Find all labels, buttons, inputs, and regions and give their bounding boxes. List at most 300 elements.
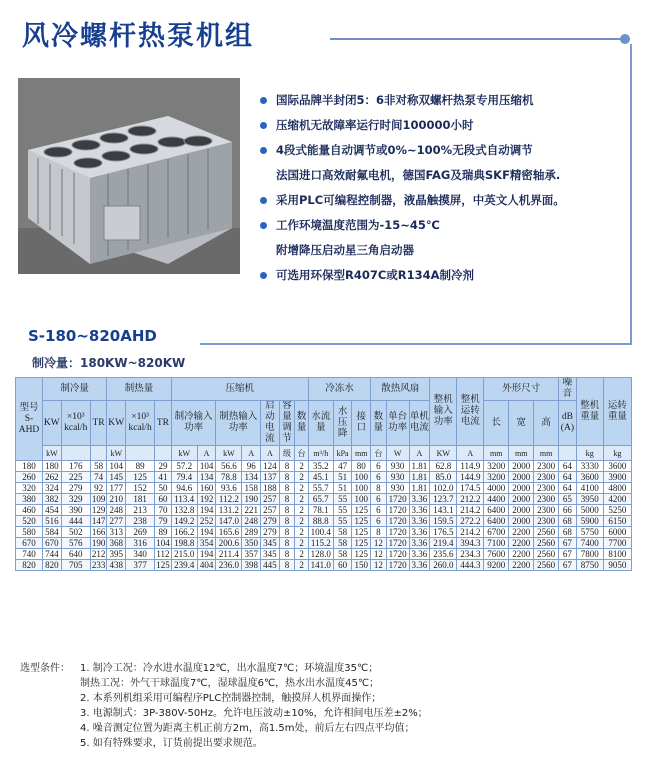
table-cell: 3.36 xyxy=(409,527,430,538)
table-cell: 2200 xyxy=(509,560,534,571)
bullet-icon xyxy=(260,272,267,279)
table-cell: 180 xyxy=(16,461,43,472)
table-row xyxy=(16,527,632,538)
table-cell: 584 xyxy=(43,527,62,538)
unit-cell: kW xyxy=(171,446,197,461)
table-cell: 7800 xyxy=(576,549,603,560)
table-cell: 2 xyxy=(295,560,309,571)
table-cell: 113.4 xyxy=(171,494,197,505)
table-cell: 212 xyxy=(91,549,106,559)
table-cell: 2 xyxy=(295,461,309,472)
col-header-height: 高 xyxy=(534,401,559,446)
table-cell: 6 xyxy=(371,516,387,527)
table-cell: 445 xyxy=(261,560,280,571)
table-cell: 131.2 xyxy=(216,505,242,516)
table-cell: 147.0 xyxy=(216,516,242,527)
col-header-unit-power: 整机输入功率 xyxy=(430,378,457,446)
table-cell: 200.6 xyxy=(216,538,242,549)
table-cell: 6 xyxy=(371,461,387,472)
table-cell: 7600 xyxy=(484,549,509,560)
table-cell: 3.36 xyxy=(409,560,430,571)
table-cell: 67 xyxy=(559,538,577,549)
table-cell: 214.2 xyxy=(457,527,484,538)
table-cell: 1.81 xyxy=(409,461,430,472)
table-cell: 180 xyxy=(43,461,62,472)
col-header-water-flow: 水流量 xyxy=(308,401,333,446)
table-cell: 50 xyxy=(155,483,172,494)
table-cell: 100.4 xyxy=(308,527,333,538)
table-cell: 3200 xyxy=(484,461,509,472)
table-cell: 8 xyxy=(279,560,295,571)
note-line: 2. 本系列机组采用可编程序PLC控制器控制，触摸屏人机界面操作； xyxy=(80,693,382,704)
table-cell: 248 xyxy=(107,505,126,516)
table-cell: 92 xyxy=(90,483,107,494)
table-cell: 4800 xyxy=(603,483,631,494)
col-header-tr: TR xyxy=(90,401,107,446)
table-cell: 174.5 xyxy=(457,483,484,494)
table-cell: 115.2 xyxy=(308,538,333,549)
table-cell: 8750 xyxy=(576,560,603,571)
table-cell: 252 xyxy=(197,516,216,527)
table-cell: 357 xyxy=(242,549,261,560)
table-cell: 398 xyxy=(242,560,261,571)
table-cell: 9050 xyxy=(603,560,631,571)
table-cell: 354 xyxy=(197,538,216,549)
table-cell: 125 xyxy=(126,472,155,483)
frame-horizontal-line xyxy=(200,343,632,345)
table-cell: 129 xyxy=(91,505,106,515)
table-cell: 78.1 xyxy=(308,505,333,516)
col-header-heating-power: 制热输入功率 xyxy=(216,401,261,446)
table-cell: 147 xyxy=(91,516,106,526)
table-cell: 58 xyxy=(333,549,352,560)
table-cell: 930 xyxy=(386,483,409,494)
table-cell: 8 xyxy=(279,483,295,494)
table-cell: 88.8 xyxy=(308,516,333,527)
table-cell: 64 xyxy=(559,472,577,483)
table-cell: 234.3 xyxy=(457,549,484,560)
table-cell: 3.36 xyxy=(409,549,430,560)
table-cell: 85.0 xyxy=(430,472,457,483)
table-cell: 177 xyxy=(107,483,126,494)
table-cell: 740 xyxy=(16,549,43,560)
table-cell: 2200 xyxy=(509,549,534,560)
table-cell: 58 xyxy=(333,527,352,538)
table-cell: 368 xyxy=(107,538,126,549)
table-cell: 277 xyxy=(107,516,126,527)
table-cell: 57.2 xyxy=(171,461,197,472)
table-cell: 125 xyxy=(352,538,371,549)
table-cell: 502 xyxy=(61,527,90,538)
col-header-cooling: 制冷量 xyxy=(43,378,107,401)
table-cell: 190 xyxy=(242,494,261,505)
table-row xyxy=(16,516,632,527)
col-header-noise: 噪音 xyxy=(559,378,577,401)
table-cell: 345 xyxy=(261,538,280,549)
capacity-range: 制冷量：180KW~820KW xyxy=(32,356,186,370)
table-cell: 7400 xyxy=(576,538,603,549)
table-cell: 149.2 xyxy=(171,516,197,527)
table-cell: 345 xyxy=(261,549,280,560)
table-cell: 260 xyxy=(16,472,43,483)
col-header-kw: KW xyxy=(43,401,62,446)
table-cell: 1720 xyxy=(386,538,409,549)
table-cell: 165.6 xyxy=(216,527,242,538)
table-cell: 272.2 xyxy=(457,516,484,527)
table-cell: 2 xyxy=(295,505,309,516)
table-cell: 58 xyxy=(333,538,352,549)
table-cell: 159.5 xyxy=(430,516,457,527)
table-cell: 132.8 xyxy=(171,505,197,516)
table-cell: 141.0 xyxy=(308,560,333,571)
table-cell: 3.36 xyxy=(409,538,430,549)
table-cell: 1.81 xyxy=(409,483,430,494)
table-cell: 144.9 xyxy=(457,472,484,483)
table-cell: 313 xyxy=(107,527,126,538)
table-cell: 382 xyxy=(43,494,62,505)
table-cell: 640 xyxy=(61,549,90,560)
table-cell: 2300 xyxy=(534,461,559,472)
table-cell: 820 xyxy=(16,560,43,571)
table-cell: 8 xyxy=(279,516,295,527)
unit-cell: kW xyxy=(216,446,242,461)
table-cell: 12 xyxy=(371,560,387,571)
unit-cell xyxy=(155,446,172,461)
table-cell: 176.5 xyxy=(430,527,457,538)
table-cell: 89 xyxy=(155,527,172,538)
table-cell: 2 xyxy=(295,549,309,560)
table-cell: 64 xyxy=(559,461,577,472)
table-cell: 705 xyxy=(61,560,90,571)
table-cell: 580 xyxy=(16,527,43,538)
table-cell: 3200 xyxy=(484,472,509,483)
table-cell: 6 xyxy=(371,505,387,516)
feature-item: 法国进口高效耐氟电机，德国FAG及瑞典SKF精密轴承. xyxy=(276,168,561,182)
col-header-count: 数量 xyxy=(295,401,309,446)
table-cell: 51 xyxy=(333,472,352,483)
chiller-unit-illustration xyxy=(18,78,240,274)
col-header-kcal: ×10³ kcal/h xyxy=(126,401,155,446)
table-cell: 160 xyxy=(197,483,216,494)
table-cell: 350 xyxy=(242,538,261,549)
unit-cell: kW xyxy=(107,446,126,461)
table-cell: 68 xyxy=(559,527,577,538)
table-cell: 394.3 xyxy=(457,538,484,549)
col-header-model: 型号 S-AHD xyxy=(16,378,43,461)
table-cell: 56.6 xyxy=(216,461,242,472)
table-cell: 520 xyxy=(16,516,43,527)
table-cell: 1.81 xyxy=(409,472,430,483)
table-cell: 257 xyxy=(261,505,280,516)
table-row xyxy=(16,461,632,472)
table-cell: 329 xyxy=(61,494,90,505)
unit-cell: mm xyxy=(352,446,371,461)
table-cell: 79 xyxy=(155,516,172,527)
table-cell: 29 xyxy=(155,461,172,472)
col-header-water-drop: 水压降 xyxy=(333,401,352,446)
table-cell: 55 xyxy=(333,505,352,516)
table-cell: 66 xyxy=(559,505,577,516)
col-header-fan-current: 单机电流 xyxy=(409,401,430,446)
table-cell: 3.36 xyxy=(409,505,430,516)
table-cell: 190 xyxy=(91,538,106,548)
table-cell: 2000 xyxy=(509,461,534,472)
spec-table-body xyxy=(16,461,632,571)
table-cell: 6150 xyxy=(603,516,631,527)
page-title: 风冷螺杆热泵机组 xyxy=(22,21,254,52)
table-cell: 134 xyxy=(197,472,216,483)
table-cell: 47 xyxy=(333,461,352,472)
table-cell: 225 xyxy=(61,472,90,483)
table-cell: 2560 xyxy=(534,549,559,560)
table-cell: 2 xyxy=(295,494,309,505)
table-cell: 239.4 xyxy=(171,560,197,571)
table-cell: 8 xyxy=(279,549,295,560)
table-cell: 516 xyxy=(43,516,62,527)
unit-cell: A xyxy=(197,446,216,461)
unit-cell: A xyxy=(409,446,430,461)
table-cell: 80 xyxy=(352,461,371,472)
table-cell: 5750 xyxy=(576,527,603,538)
table-cell: 41 xyxy=(155,472,172,483)
table-cell: 235.6 xyxy=(430,549,457,560)
table-cell: 2560 xyxy=(534,560,559,571)
feature-item: 附增降压启动星三角启动器 xyxy=(276,243,414,257)
table-cell: 269 xyxy=(126,527,155,538)
unit-cell: A xyxy=(261,446,280,461)
table-cell: 74 xyxy=(90,472,107,483)
table-cell: 93.6 xyxy=(216,483,242,494)
table-cell: 8 xyxy=(279,472,295,483)
table-cell: 134 xyxy=(242,472,261,483)
table-cell: 67 xyxy=(559,560,577,571)
table-cell: 8100 xyxy=(603,549,631,560)
table-cell: 670 xyxy=(16,538,43,549)
col-header-fan-power: 单台功率 xyxy=(386,401,409,446)
table-cell: 125 xyxy=(352,505,371,516)
table-cell: 2000 xyxy=(509,494,534,505)
table-cell: 166.2 xyxy=(171,527,197,538)
table-cell: 6400 xyxy=(484,505,509,516)
table-cell: 100 xyxy=(352,472,371,483)
table-cell: 102.0 xyxy=(430,483,457,494)
table-cell: 262 xyxy=(43,472,62,483)
table-cell: 2200 xyxy=(509,527,534,538)
table-cell: 7100 xyxy=(484,538,509,549)
col-header-kw: KW xyxy=(107,401,126,446)
table-cell: 176 xyxy=(61,461,90,472)
table-cell: 8 xyxy=(279,505,295,516)
table-row xyxy=(16,560,632,571)
table-cell: 35.2 xyxy=(308,461,333,472)
table-row xyxy=(16,472,632,483)
table-cell: 210 xyxy=(107,494,126,505)
table-cell: 112.2 xyxy=(216,494,242,505)
table-cell: 213 xyxy=(126,505,155,516)
table-cell: 124 xyxy=(261,461,280,472)
note-line: 4. 噪音测定位置为距离主机正前方2m，高1.5m处，前后左右四点平均值； xyxy=(80,723,415,734)
table-cell: 8 xyxy=(279,461,295,472)
table-cell: 219.4 xyxy=(430,538,457,549)
table-cell: 55 xyxy=(333,494,352,505)
title-divider-dot xyxy=(620,34,630,44)
table-cell: 62.8 xyxy=(430,461,457,472)
bullet-icon xyxy=(260,147,267,154)
col-header-start-current: 启动电流 xyxy=(261,401,280,446)
table-cell: 2560 xyxy=(534,538,559,549)
table-cell: 65.7 xyxy=(308,494,333,505)
table-cell: 2300 xyxy=(534,505,559,516)
table-cell: 236.0 xyxy=(216,560,242,571)
table-cell: 2000 xyxy=(509,472,534,483)
table-cell: 4100 xyxy=(576,483,603,494)
table-cell: 78.8 xyxy=(216,472,242,483)
unit-cell: 台 xyxy=(295,446,309,461)
table-cell: 6 xyxy=(371,472,387,483)
table-cell: 454 xyxy=(43,505,62,516)
col-header-dimensions: 外形尺寸 xyxy=(484,378,559,401)
table-cell: 79.4 xyxy=(171,472,197,483)
note-line: 3. 电源制式：3P-380V-50Hz。允许电压波动±10%，允许相间电压差±2%； xyxy=(80,708,428,719)
unit-cell: mm xyxy=(534,446,559,461)
table-cell: 3600 xyxy=(603,461,631,472)
col-header-fan-count: 数量 xyxy=(371,401,387,446)
table-cell: 2000 xyxy=(509,483,534,494)
table-cell: 395 xyxy=(107,549,126,560)
table-cell: 3.36 xyxy=(409,494,430,505)
table-cell: 100 xyxy=(352,494,371,505)
bullet-icon xyxy=(260,122,267,129)
table-cell: 194 xyxy=(197,505,216,516)
unit-cell: W xyxy=(386,446,409,461)
table-cell: 221 xyxy=(242,505,261,516)
unit-cell: A xyxy=(457,446,484,461)
table-row xyxy=(16,538,632,549)
unit-cell: 台 xyxy=(371,446,387,461)
table-cell: 8 xyxy=(279,494,295,505)
table-cell: 744 xyxy=(43,549,62,560)
table-cell: 55.7 xyxy=(308,483,333,494)
table-cell: 1720 xyxy=(386,560,409,571)
table-cell: 51 xyxy=(333,483,352,494)
table-cell: 143.1 xyxy=(430,505,457,516)
table-cell: 4400 xyxy=(484,494,509,505)
table-cell: 112 xyxy=(156,549,170,559)
table-cell: 58 xyxy=(90,461,107,472)
table-cell: 2 xyxy=(295,538,309,549)
table-cell: 60 xyxy=(155,494,172,505)
feature-item: 国际品牌半封闭5：6非对称双螺杆热泵专用压缩机 xyxy=(258,88,628,113)
model-range-heading: S-180~820AHD xyxy=(28,327,157,345)
table-cell: 12 xyxy=(371,538,387,549)
feature-item: 压缩机无故障率运行时间100000小时 xyxy=(258,113,628,138)
table-cell: 3950 xyxy=(576,494,603,505)
frame-vertical-line xyxy=(630,44,632,344)
table-cell: 181 xyxy=(126,494,155,505)
table-cell: 2 xyxy=(295,527,309,538)
table-cell: 444 xyxy=(61,516,90,527)
unit-cell: A xyxy=(242,446,261,461)
table-cell: 166 xyxy=(91,527,106,537)
selection-notes xyxy=(20,661,428,751)
table-cell: 1720 xyxy=(386,516,409,527)
table-cell: 7700 xyxy=(603,538,631,549)
table-cell: 238 xyxy=(126,516,155,527)
table-cell: 9200 xyxy=(484,560,509,571)
table-cell: 390 xyxy=(61,505,90,516)
table-cell: 260.0 xyxy=(430,560,457,571)
col-header-tr: TR xyxy=(155,401,172,446)
col-header-unit-weight: 整机重量 xyxy=(576,378,603,446)
feature-item: 采用PLC可编程控制器，液晶触摸屏，中英文人机界面。 xyxy=(258,188,628,213)
table-cell: 6400 xyxy=(484,516,509,527)
col-header-op-weight: 运转重量 xyxy=(603,378,631,446)
notes-label: 选型条件： xyxy=(20,663,70,674)
table-cell: 5250 xyxy=(603,505,631,516)
col-header-fan: 散热风扇 xyxy=(371,378,430,401)
col-header-capacity-adjust: 容量调节 xyxy=(279,401,295,446)
table-cell: 1720 xyxy=(386,527,409,538)
table-cell: 3600 xyxy=(576,472,603,483)
table-cell: 2000 xyxy=(509,505,534,516)
table-cell: 4200 xyxy=(603,494,631,505)
table-cell: 8 xyxy=(279,527,295,538)
table-cell: 4000 xyxy=(484,483,509,494)
table-cell: 820 xyxy=(43,560,62,571)
table-cell: 212.2 xyxy=(457,494,484,505)
table-cell: 215.0 xyxy=(171,549,197,560)
table-cell: 104 xyxy=(156,538,170,548)
table-cell: 324 xyxy=(43,483,62,494)
table-cell: 576 xyxy=(61,538,90,549)
table-cell: 194 xyxy=(197,527,216,538)
table-cell: 279 xyxy=(261,516,280,527)
table-cell: 109 xyxy=(91,494,106,504)
unit-cell: kPa xyxy=(333,446,352,461)
col-header-heating: 制热量 xyxy=(107,378,171,401)
table-cell: 145 xyxy=(107,472,126,483)
table-cell: 125 xyxy=(352,527,371,538)
table-cell: 248 xyxy=(242,516,261,527)
bullet-icon xyxy=(260,197,267,204)
unit-cell: mm xyxy=(509,446,534,461)
unit-cell: m³/h xyxy=(308,446,333,461)
unit-cell: KW xyxy=(430,446,457,461)
table-cell: 380 xyxy=(16,494,43,505)
table-cell: 3.36 xyxy=(409,516,430,527)
table-cell: 211.4 xyxy=(216,549,242,560)
note-line: 5. 如有特殊要求，订货前提出要求规范。 xyxy=(80,738,263,749)
table-cell: 8 xyxy=(279,538,295,549)
col-header-compressor: 压缩机 xyxy=(171,378,308,401)
table-cell: 2 xyxy=(295,472,309,483)
table-cell: 8 xyxy=(371,527,387,538)
unit-cell xyxy=(559,446,577,461)
unit-cell xyxy=(126,446,155,461)
table-cell: 214.2 xyxy=(457,505,484,516)
col-header-chilled-water: 冷冻水 xyxy=(308,378,370,401)
table-cell: 5000 xyxy=(576,505,603,516)
table-cell: 316 xyxy=(126,538,155,549)
table-cell: 2000 xyxy=(509,516,534,527)
table-cell: 2300 xyxy=(534,483,559,494)
table-cell: 158 xyxy=(242,483,261,494)
table-cell: 6000 xyxy=(603,527,631,538)
table-cell: 70 xyxy=(155,505,172,516)
table-cell: 125 xyxy=(352,549,371,560)
table-cell: 2300 xyxy=(534,516,559,527)
table-cell: 1720 xyxy=(386,494,409,505)
